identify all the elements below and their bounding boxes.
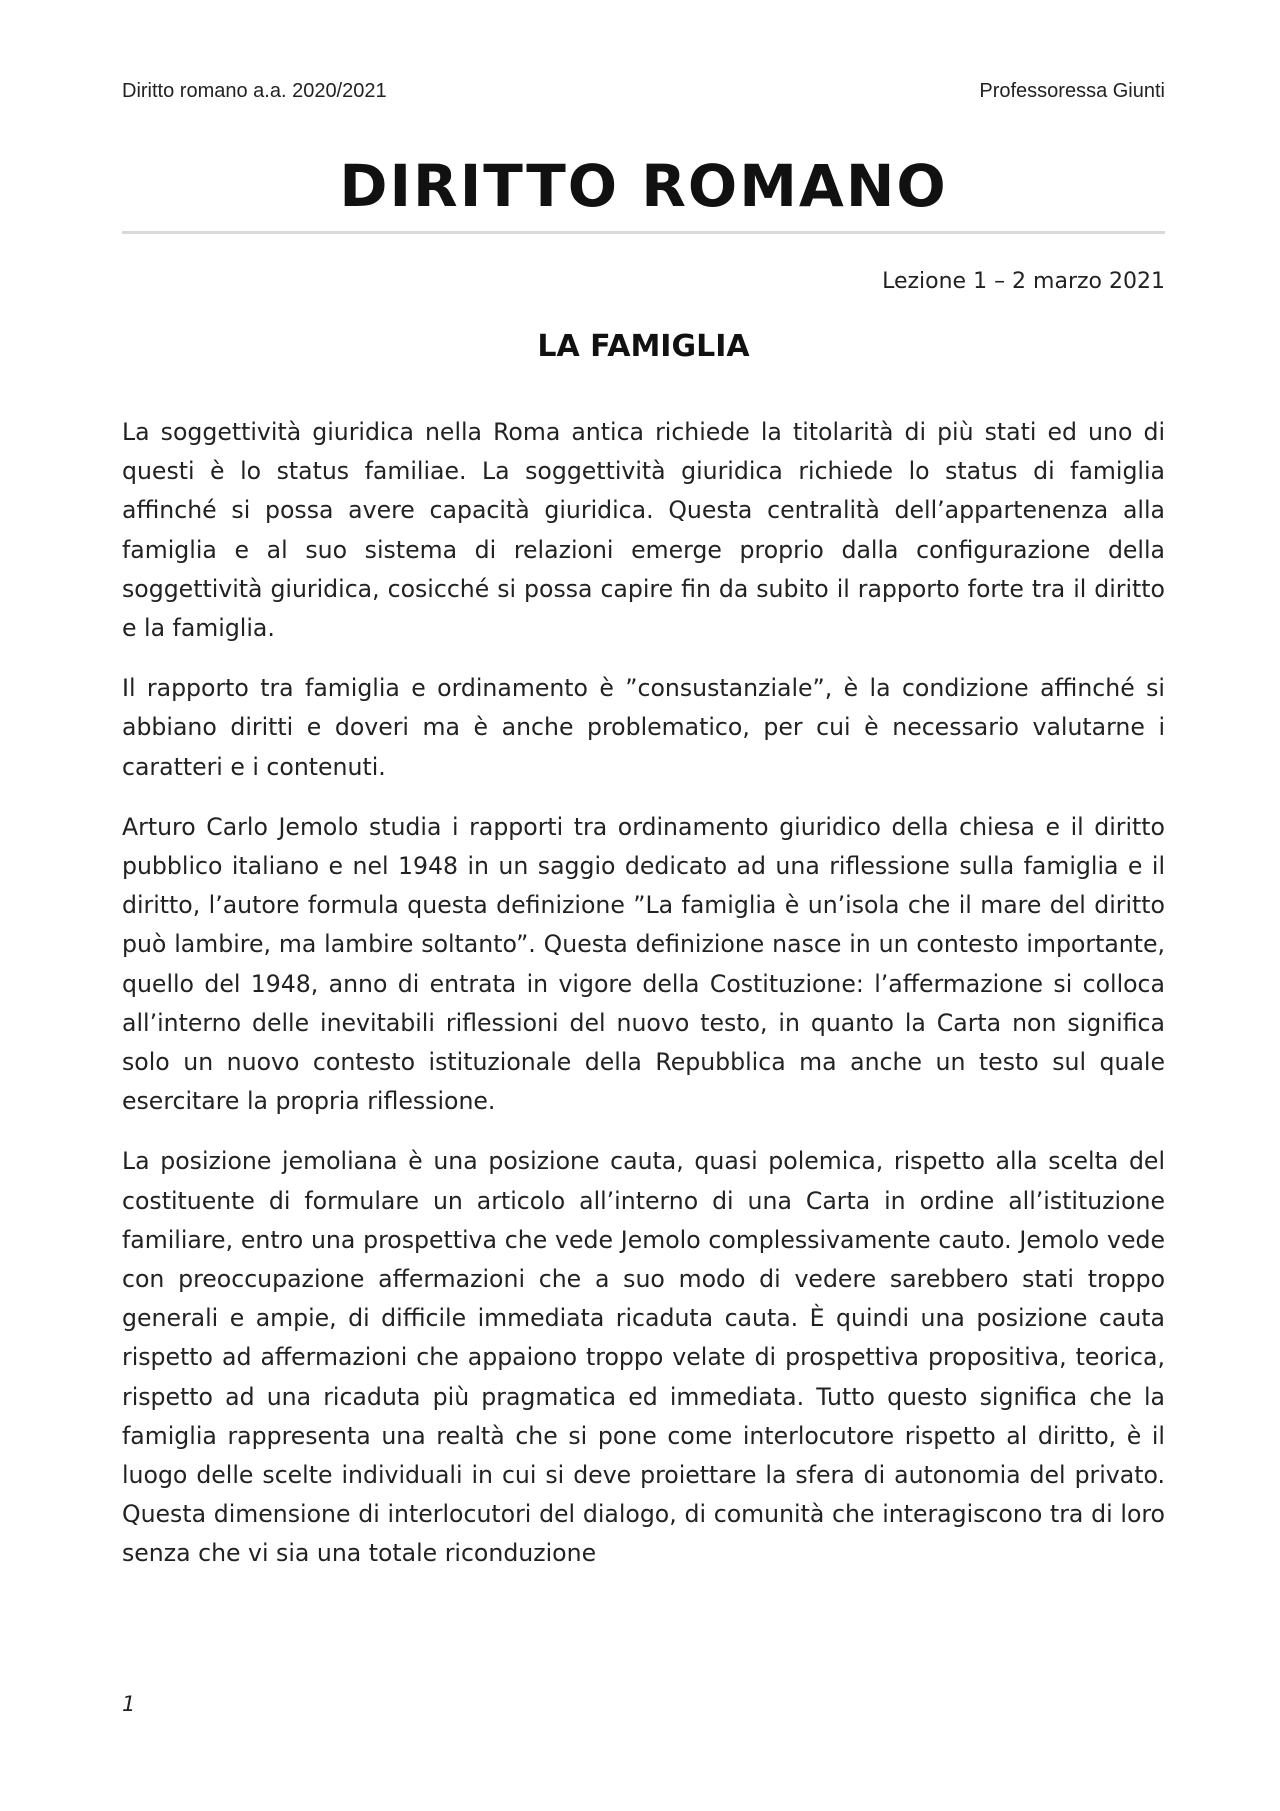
running-header xyxy=(122,78,1165,104)
paragraph: La posizione jemoliana è una posizione cauta, quasi polemica, rispetto alla scelta del costituente di formulare un articolo all’interno di una Carta in ordine all’istituzione familiare, entro una prospettiva che vede Jemolo complessivamente cauto. Jemolo vede con preoccupazione affermazioni che a suo modo di vedere sarebbero stati troppo generali e ampie, di difficile immediata ricaduta cauta. È quindi una posizione cauta rispetto ad affermazioni che appaiono troppo velate di prospettiva propositiva, teorica, rispetto ad una ricaduta più pragmatica ed immediata. Tutto questo significa che la famiglia rappresenta una realtà che si pone come interlocutore rispetto al diritto, è il luogo delle scelte individuali in cui si deve proiettare la sfera di autonomia del privato. Questa dimensione di interlocutori del dialogo, di comunità che interagiscono tra di loro senza che vi sia una totale riconduzione xyxy=(122,1147,1165,1568)
page-number: 1 xyxy=(122,1692,136,1716)
title-divider xyxy=(122,231,1165,234)
lesson-date: Lezione 1 – 2 marzo 2021 xyxy=(882,269,1165,294)
body-text xyxy=(122,413,1165,1595)
paragraph: La soggettività giuridica nella Roma antica richiede la titolarità di più stati ed uno di questi è lo status familiae. La soggettività giuridica richiede lo status di famiglia affinché si possa avere capacità giuridica. Questa centralità dell’appartenenza alla famiglia e al suo sistema di relazioni emerge proprio dalla configurazione della soggettività giuridica, cosicché si possa capire fin da subito il rapporto forte tra il diritto e la famiglia. xyxy=(122,418,1165,643)
section-title: LA FAMIGLIA xyxy=(537,329,750,364)
paragraph: Il rapporto tra famiglia e ordinamento è ”consustanziale”, è la condizione affinché si abbiano diritti e doveri ma è anche problematico, per cui è necessario valutarne i caratteri e i contenuti. xyxy=(122,674,1165,781)
document-title: DIRITTO ROMANO xyxy=(339,152,948,220)
header-professor: Professoressa Giunti xyxy=(979,80,1165,102)
paragraph: Arturo Carlo Jemolo studia i rapporti tra ordinamento giuridico della chiesa e il diritto pubblico italiano e nel 1948 in un saggio dedicato ad una riflessione sulla famiglia e il diritto, l’autore formula questa definizione ”La famiglia è un’isola che il mare del diritto può lambire, ma lambire soltanto”. Questa definizione nasce in un contesto importante, quello del 1948, anno di entrata in vigore della Costituzione: l’affermazione si colloca all’interno delle inevitabili riflessioni del nuovo testo, in quanto la Carta non significa solo un nuovo contesto istituzionale della Repubblica ma anche un testo sul quale esercitare la propria riflessione. xyxy=(122,812,1165,1116)
header-course: Diritto romano a.a. 2020/2021 xyxy=(122,80,387,102)
